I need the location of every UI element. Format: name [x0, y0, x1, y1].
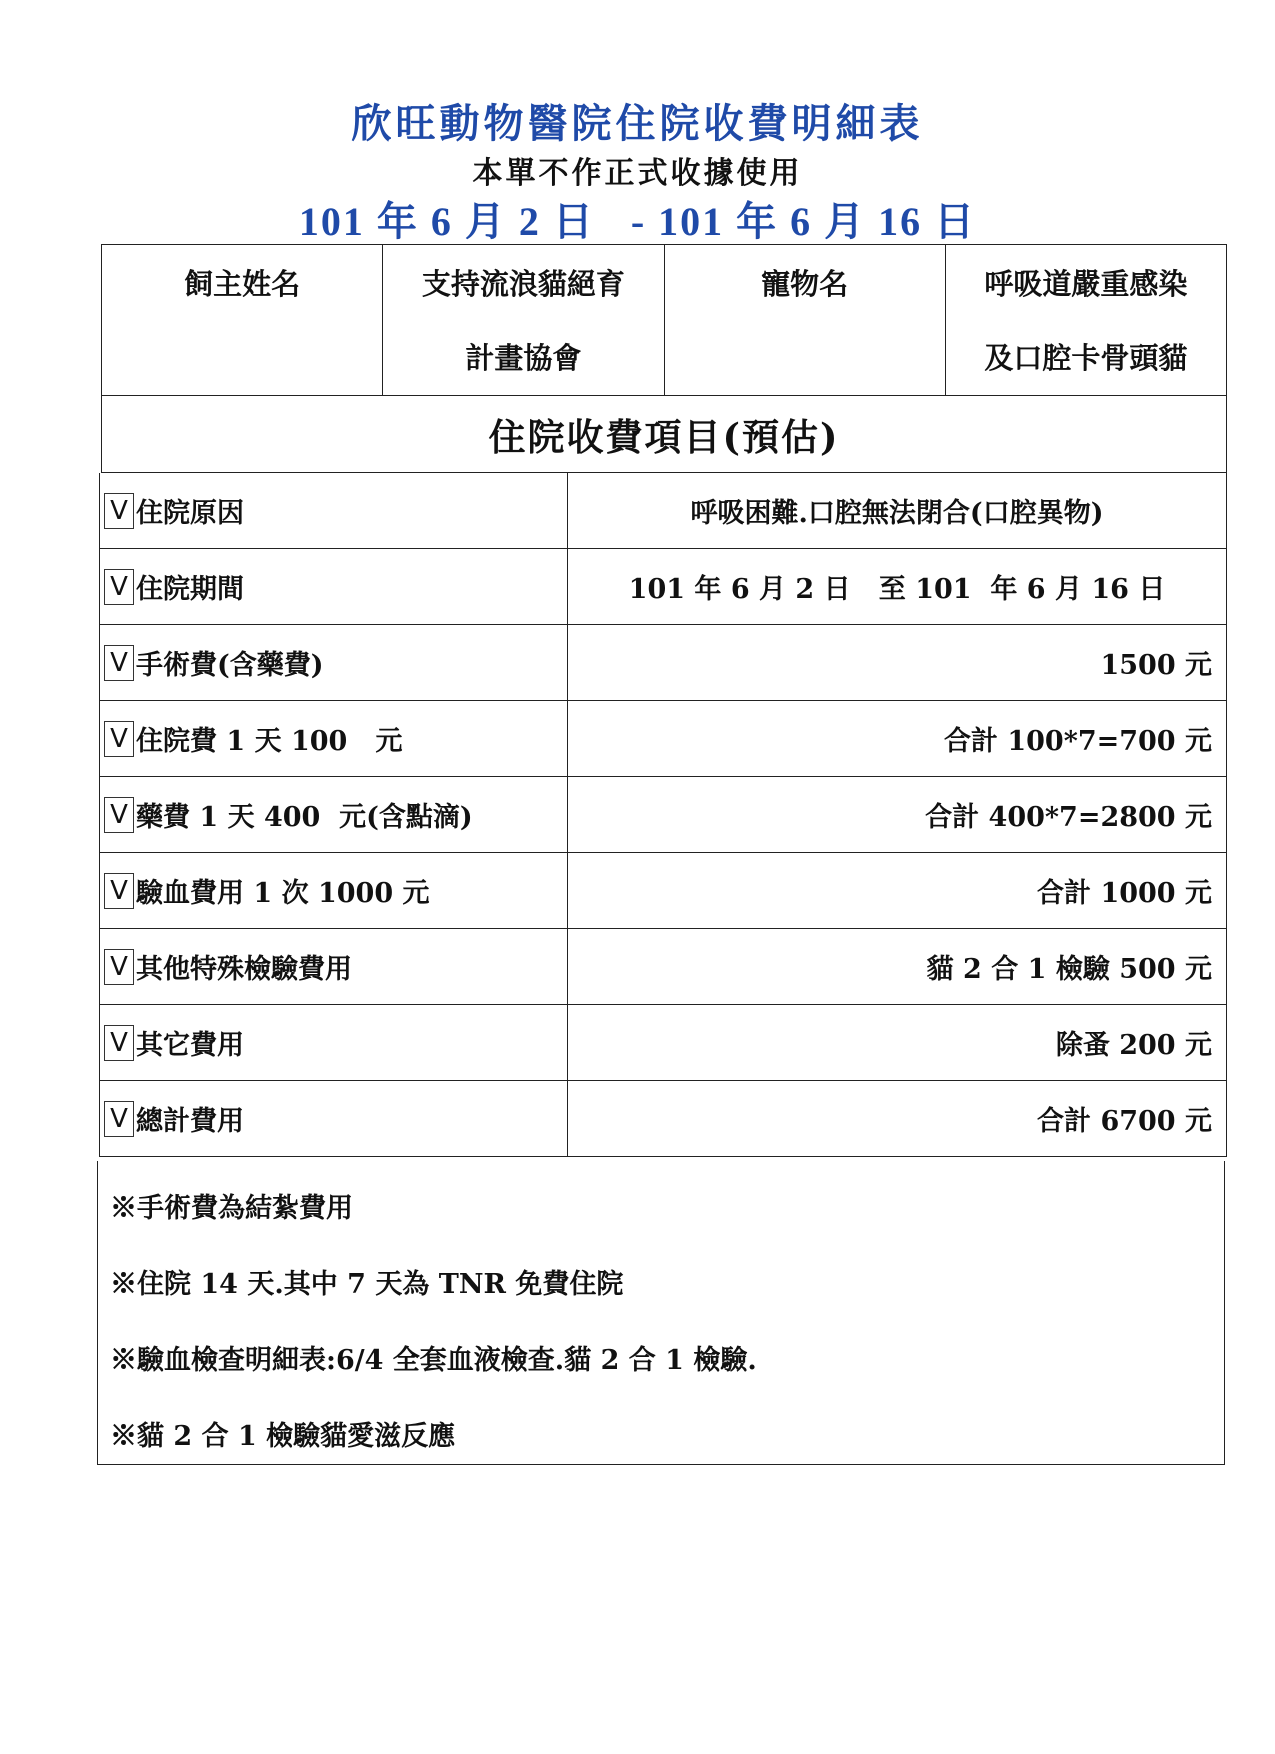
item-value-cell [568, 1005, 1226, 1080]
checkbox-checked-icon: V [104, 721, 134, 757]
pet-value-line2: 及口腔卡骨頭貓 [984, 341, 1188, 375]
item-value-cell [568, 625, 1226, 700]
item-label-cell [100, 929, 568, 1004]
item-label-cell [100, 549, 568, 624]
pet-value-line1: 呼吸道嚴重感染 [984, 267, 1188, 301]
checkbox-checked-icon: V [104, 949, 134, 985]
item-label: 藥費 1 天 400 元(含點滴) [136, 802, 473, 833]
table-row [99, 549, 1227, 625]
table-row [99, 625, 1227, 701]
item-value: 呼吸困難.口腔無法閉合(口腔異物) [690, 498, 1104, 529]
checkbox-checked-icon: V [104, 645, 134, 681]
item-label-cell [100, 853, 568, 928]
pet-value-cell [946, 245, 1226, 395]
section-title: 住院收費項目(預估) [101, 396, 1227, 473]
item-value-cell [568, 853, 1226, 928]
item-value-cell [568, 549, 1226, 624]
document-subtitle: 本單不作正式收據使用 [472, 156, 803, 191]
item-label: 驗血費用 1 次 1000 元 [136, 878, 430, 909]
checkbox-checked-icon: V [104, 1025, 134, 1061]
checkbox-checked-icon: V [104, 1101, 134, 1137]
item-value-cell [568, 929, 1226, 1004]
owner-value-line2: 計畫協會 [465, 341, 582, 375]
item-value-cell [568, 701, 1226, 776]
table-row [99, 777, 1227, 853]
table-row [99, 473, 1227, 549]
owner-value-line1: 支持流浪貓絕育 [421, 267, 625, 301]
table-row [99, 701, 1227, 777]
checkbox-checked-icon: V [104, 797, 134, 833]
item-label-cell [100, 777, 568, 852]
checkbox-checked-icon: V [104, 493, 134, 529]
item-label-cell [100, 701, 568, 776]
item-value-cell [568, 777, 1226, 852]
fee-items-table [99, 473, 1227, 1157]
item-label-cell [100, 473, 568, 548]
info-table [101, 244, 1227, 396]
checkbox-checked-icon: V [104, 873, 134, 909]
pet-label: 寵物名 [761, 267, 849, 301]
item-label: 住院費 1 天 100 元 [136, 726, 403, 757]
note-line: ※住院 14 天.其中 7 天為 TNR 免費住院 [110, 1269, 624, 1300]
note-line: ※貓 2 合 1 檢驗貓愛滋反應 [110, 1421, 456, 1452]
notes-box [97, 1161, 1225, 1465]
checkbox-checked-icon: V [104, 569, 134, 605]
item-value: 合計 400*7=2800 元 [925, 802, 1212, 833]
item-label: 總計費用 [136, 1106, 244, 1137]
table-row [99, 1005, 1227, 1081]
item-label: 其它費用 [136, 1030, 244, 1061]
table-row [99, 853, 1227, 929]
table-row [99, 1081, 1227, 1157]
item-value: 1500 元 [1100, 650, 1212, 681]
document-title: 欣旺動物醫院住院收費明細表 [351, 100, 924, 147]
item-value: 合計 1000 元 [1037, 878, 1212, 909]
item-label: 住院期間 [136, 574, 244, 605]
note-line: ※驗血檢查明細表:6/4 全套血液檢查.貓 2 合 1 檢驗. [110, 1345, 757, 1376]
item-label: 住院原因 [136, 498, 244, 529]
owner-label: 飼主姓名 [184, 267, 301, 301]
owner-value-cell [383, 245, 664, 395]
item-value: 101 年 6 月 2 日 至 101 年 6 月 16 日 [628, 574, 1166, 605]
item-value-cell [568, 473, 1226, 548]
item-label: 其他特殊檢驗費用 [136, 954, 352, 985]
item-value: 合計 100*7=700 元 [943, 726, 1212, 757]
item-value: 合計 6700 元 [1037, 1106, 1212, 1137]
item-label-cell [100, 1081, 568, 1156]
owner-label-cell [102, 245, 383, 395]
item-label-cell [100, 1005, 568, 1080]
item-value: 除蚤 200 元 [1055, 1030, 1212, 1061]
date-range: 101 年 6 月 2 日 - 101 年 6 月 16 日 [298, 199, 977, 244]
pet-label-cell [665, 245, 946, 395]
item-value: 貓 2 合 1 檢驗 500 元 [926, 954, 1212, 985]
item-value-cell [568, 1081, 1226, 1156]
table-row [99, 929, 1227, 1005]
item-label-cell [100, 625, 568, 700]
note-line: ※手術費為結紮費用 [110, 1193, 353, 1224]
item-label: 手術費(含藥費) [136, 650, 324, 681]
